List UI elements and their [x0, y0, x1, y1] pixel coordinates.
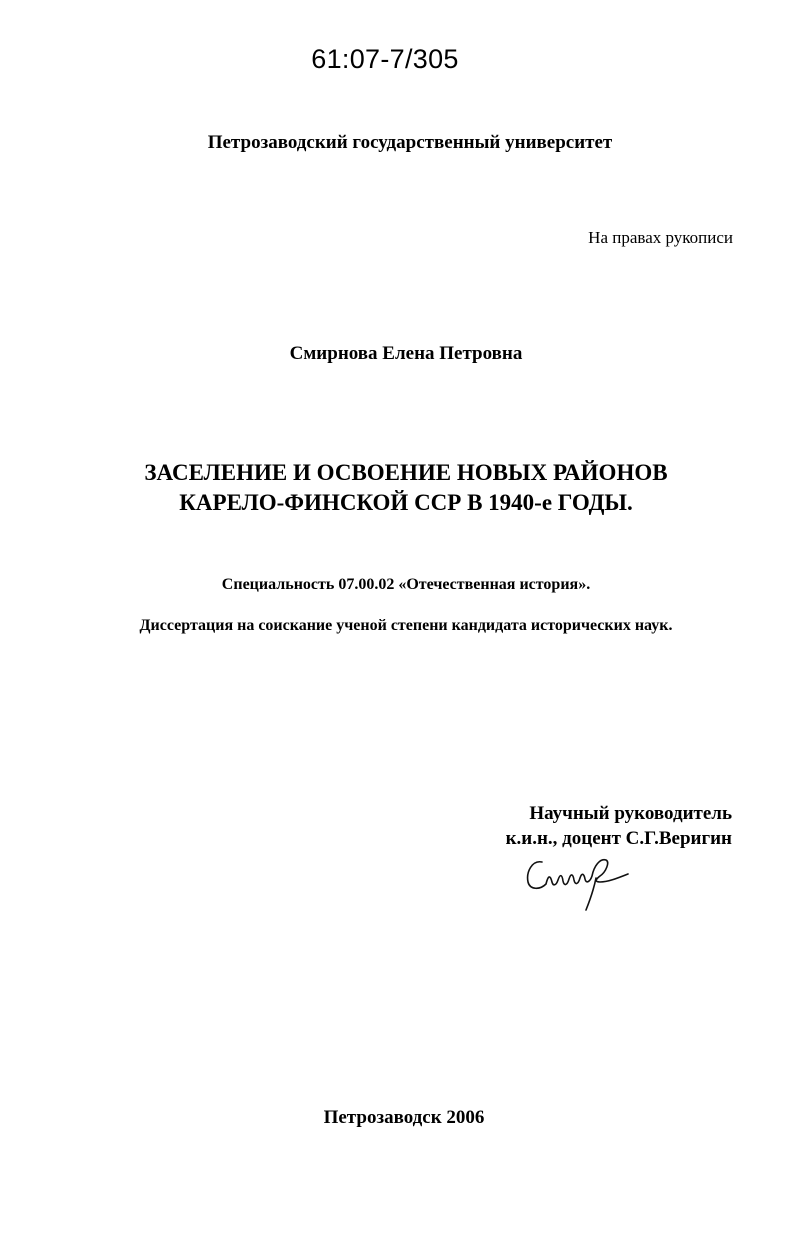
thesis-title — [0, 458, 793, 518]
university-name: Петрозаводский государственный университет — [207, 132, 613, 153]
supervisor-name: к.и.н., доцент С.Г.Веригин — [505, 828, 732, 849]
specialty-line: Специальность 07.00.02 «Отечественная история». — [221, 576, 591, 593]
thesis-title-line-1: ЗАСЕЛЕНИЕ И ОСВОЕНИЕ НОВЫХ РАЙОНОВ — [144, 460, 668, 485]
thesis-title-line-2: КАРЕЛО-ФИНСКОЙ ССР В 1940-е ГОДЫ. — [179, 490, 633, 515]
dissertation-line: Диссертация на соискание ученой степени кандидата исторических наук. — [139, 617, 673, 634]
archive-code: 61:07-7/305 — [311, 44, 459, 74]
supervisor-block — [506, 801, 732, 851]
city-year: Петрозаводск 2006 — [323, 1107, 485, 1128]
rights-note: На правах рукописи — [588, 228, 733, 247]
handwritten-signature-icon — [520, 848, 632, 912]
author-name: Смирнова Елена Петровна — [289, 343, 523, 364]
supervisor-role: Научный руководитель — [529, 803, 732, 824]
